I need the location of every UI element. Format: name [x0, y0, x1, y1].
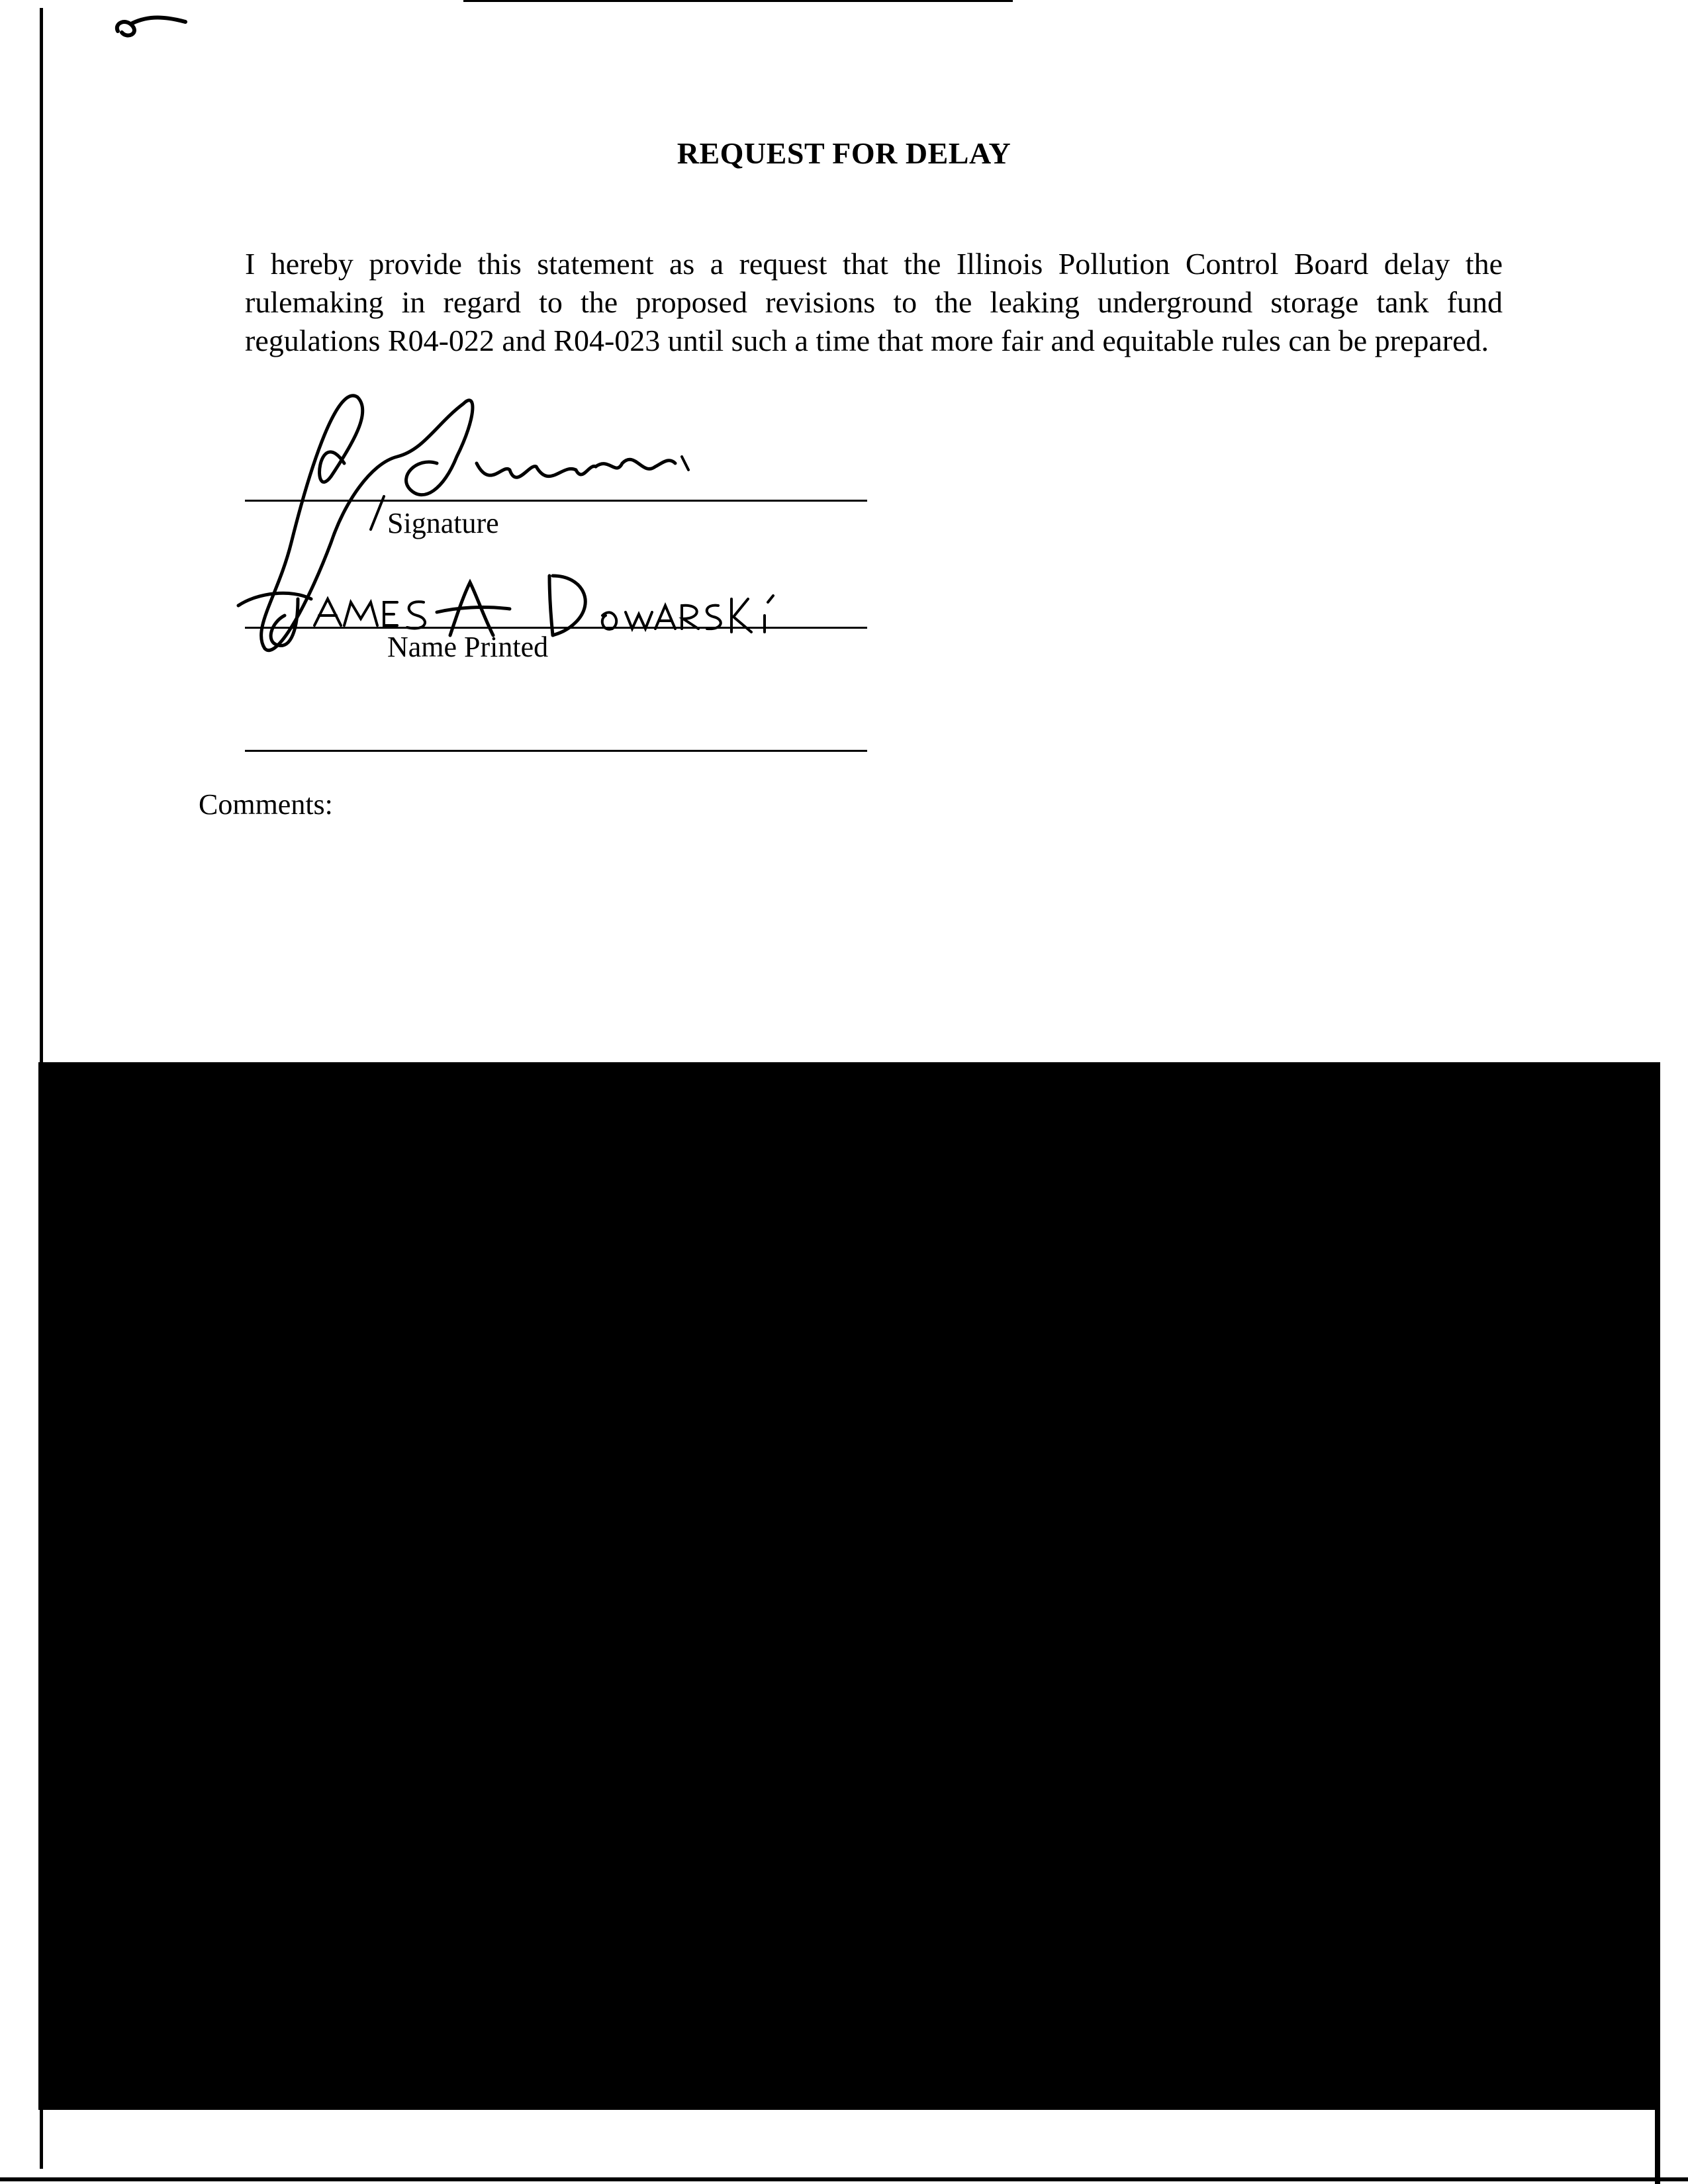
top-border-line	[463, 0, 1013, 2]
corner-check-mark	[113, 3, 192, 43]
signature-label: Signature	[387, 507, 499, 539]
right-edge-mark	[1655, 2110, 1660, 2184]
name-printed-label: Name Printed	[387, 631, 549, 663]
signature-line	[245, 500, 867, 502]
blank-line	[245, 750, 867, 752]
bottom-border-line	[0, 2177, 1688, 2181]
redaction-block	[38, 1062, 1660, 2110]
name-printed-line	[245, 627, 867, 629]
comments-label: Comments:	[199, 788, 333, 821]
document-title: REQUEST FOR DELAY	[677, 136, 1011, 170]
request-statement: I hereby provide this statement as a request that the Illinois Pollution Control Board delay the rulemaking in regard to the proposed revisions to the leaking underground storage tank fund regulations R04-022 and R04-023 until such a time that more fair and equitable rules can be prepared.	[245, 247, 1503, 357]
